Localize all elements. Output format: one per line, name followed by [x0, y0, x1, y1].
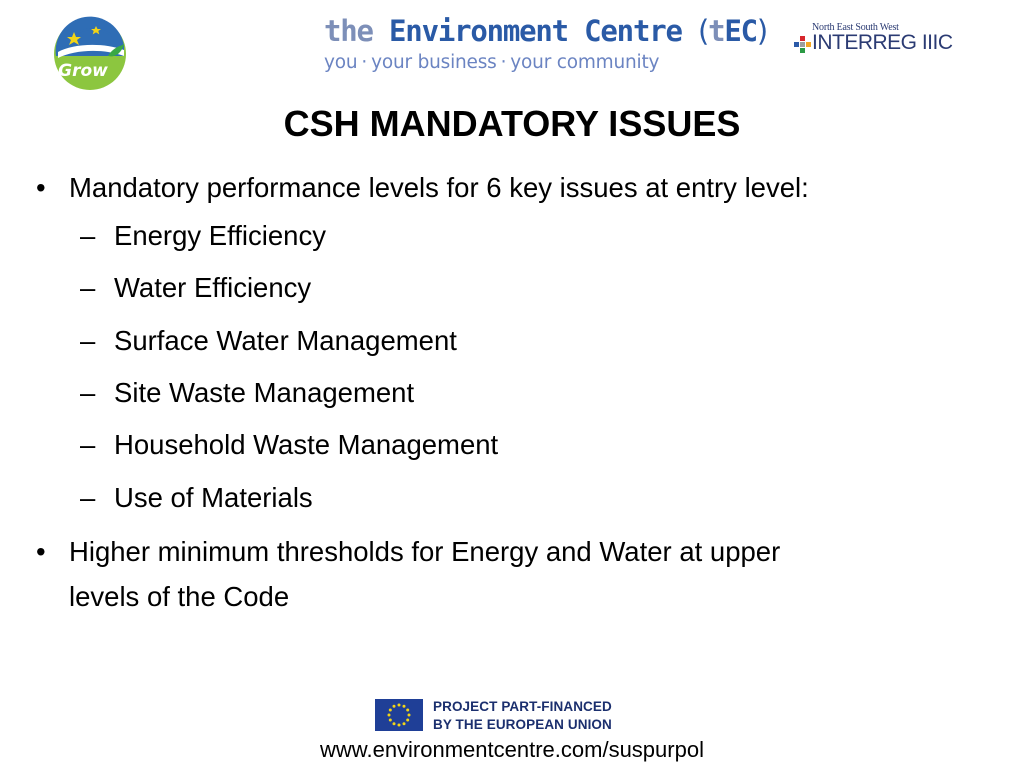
eu-flag-icon: [375, 699, 423, 731]
sub-bullet-mark: –: [80, 429, 96, 460]
tec-title-ec: EC: [724, 14, 757, 48]
bullet-text-line-1: Higher minimum thresholds for Energy and Water at upper: [69, 536, 781, 567]
bullet-mark: •: [36, 172, 46, 203]
footer-url: www.environmentcentre.com/suspurpol: [320, 737, 704, 762]
tec-logo-title: [324, 10, 768, 52]
tagline-business: your business: [371, 52, 497, 73]
sub-bullet-mark: –: [80, 482, 96, 513]
sub-bullet-mark: –: [80, 377, 96, 408]
sub-bullet-mark: –: [80, 220, 96, 251]
grow-logo: [52, 16, 128, 92]
tec-logo-tagline: [324, 52, 704, 73]
tagline-community: your community: [510, 52, 660, 73]
tec-logo: [324, 10, 768, 73]
sub-bullet-text: Energy Efficiency: [114, 220, 326, 251]
sub-bullet-text: Household Waste Management: [114, 429, 499, 460]
sub-bullet-mark: –: [80, 272, 96, 303]
bullet-text-line-2: levels of the Code: [69, 581, 290, 612]
interreg-top-text: North East South West: [812, 22, 899, 33]
interreg-mark-icon: [794, 36, 812, 54]
sub-bullet-text: Use of Materials: [114, 482, 313, 513]
eu-financing-line-2: BY THE EUROPEAN UNION: [433, 717, 612, 732]
eu-financing-text: [433, 698, 612, 734]
grow-logo-text: Grow: [58, 61, 108, 81]
tagline-separator: ·: [361, 52, 368, 73]
slide-title: CSH MANDATORY ISSUES: [283, 103, 741, 144]
interreg-logo: [794, 22, 964, 62]
eu-financing-line-1: PROJECT PART-FINANCED: [433, 699, 612, 714]
tagline-you: you: [324, 52, 358, 73]
interreg-main-text: INTERREG IIIC: [812, 31, 953, 54]
sub-bullet-mark: –: [80, 325, 96, 356]
bullet-text: Mandatory performance levels for 6 key issues at entry level:: [69, 172, 809, 203]
tec-title-main: Environment Centre: [389, 14, 682, 48]
bullet-mark: •: [36, 536, 46, 567]
tec-paren-open: (: [697, 14, 709, 48]
tec-title-the: the: [324, 14, 373, 48]
sub-bullet-text: Surface Water Management: [114, 325, 457, 356]
sub-bullet-text: Water Efficiency: [114, 272, 312, 303]
tec-paren-close: ): [756, 14, 768, 48]
tagline-separator: ·: [500, 52, 507, 73]
tec-title-t: t: [708, 14, 725, 48]
sub-bullet-text: Site Waste Management: [114, 377, 415, 408]
